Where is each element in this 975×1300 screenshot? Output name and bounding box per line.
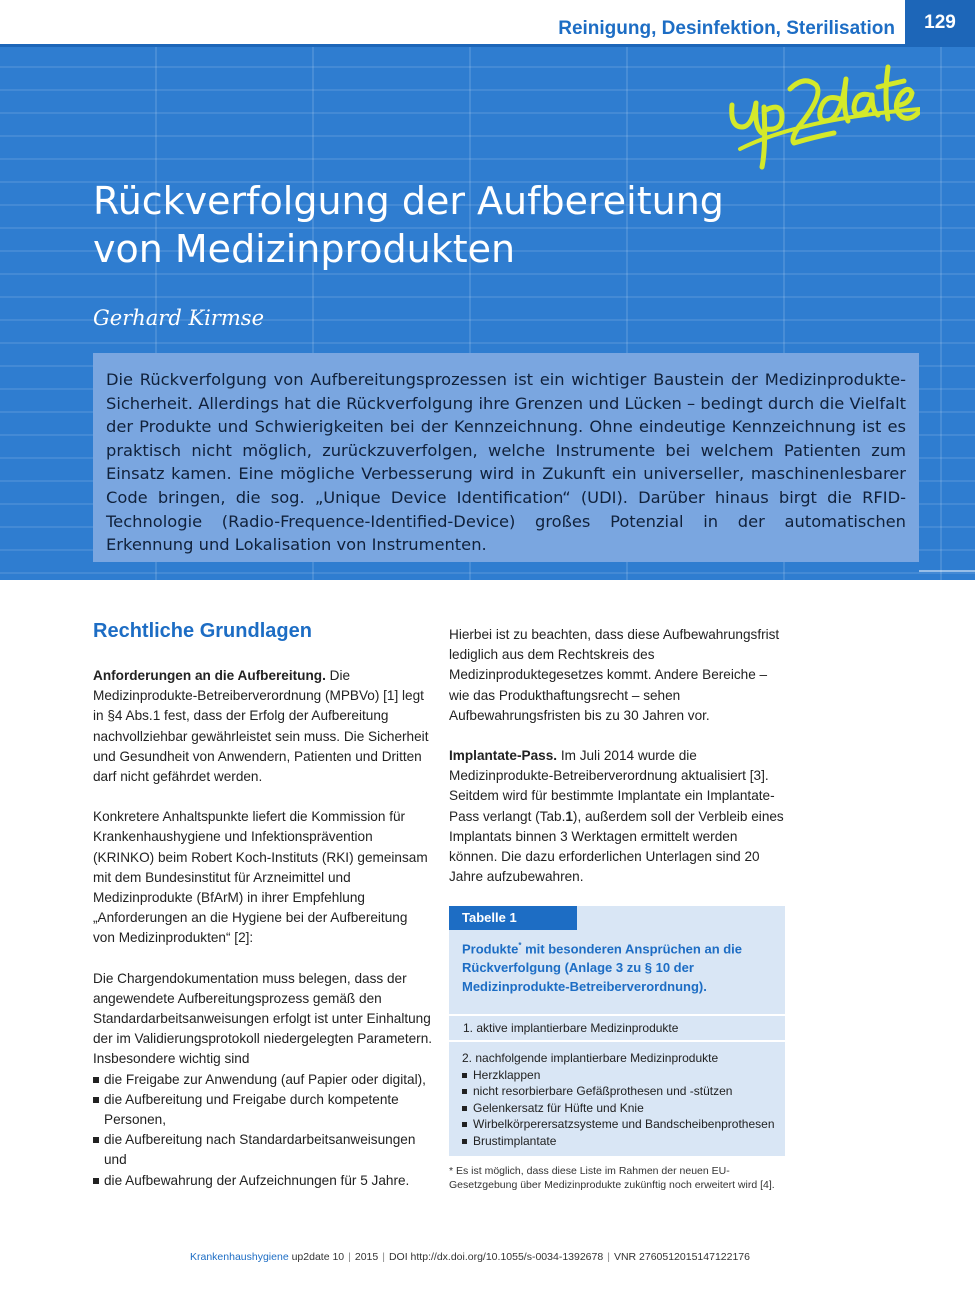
paragraph: Konkretere Anhaltspunkte liefert die Kommission für Krankenhaushygiene und Infektionsprävention (KRINKO) beim Robert Koch-Instituts (RKI) gemeinsam mit dem Bundesinstitut für Arzneimittel und Medizinprodukte (BfArM) in ihrer Empfehlung „Anforderungen an die Hygiene bei der Aufbereitung von Medizinprodukten“ [2]: [93,809,428,946]
author: Gerhard Kirmse [93,306,265,330]
caption-asterisk: * [518,941,522,950]
table-row-title: 2. nachfolgende implantierbare Medizinprodukte [462,1051,719,1065]
list-item: Brustimplantate [462,1133,782,1150]
footer-year: 2015 [354,1251,379,1263]
paragraph-text: Im Juli 2014 wurde die Medizinprodukte-Betreiberverordnung aktualisiert [3]. Seitdem wird für bestimmte Implantate ein Implantate-Pass verlangt (Tab. [449,748,775,824]
caption-text: mit besonderen Ansprüchen an die Rückverfolgung (Anlage 3 zu § 10 der Medizinprodukte-Betreiberverordnung). [462,941,743,995]
title-line-2: von Medizinprodukten [93,227,516,271]
footer-doi[interactable]: DOI http://dx.doi.org/10.1055/s-0034-1392678 [388,1251,604,1263]
paragraph [93,666,433,787]
table-label: Tabelle 1 [449,906,577,930]
list-item: die Freigabe zur Anwendung (auf Papier oder digital), [93,1070,433,1090]
table-row [462,1050,782,1150]
list-item: nicht resorbierbare Gefäßprothesen und -stützen [462,1083,782,1100]
table-footnote: * Es ist möglich, dass diese Liste im Rahmen der neuen EU-Gesetzgebung über Medizinprodukte zukünftig noch erweitert wird [4]. [449,1165,775,1191]
footer-separator: | [382,1251,385,1263]
paragraph: Die Chargendokumentation muss belegen, dass der angewendete Aufbereitungsprozess gemäß den Standardarbeitsanweisungen erfolgt ist unter Einhaltung der im Validierungsprotokoll niedergelegten Parametern. Insbesondere wichtig sind [93,970,433,1067]
paragraph-text: ), außerdem soll der Verbleib eines Implantats binnen 3 Werktagen ermittelt werden können. Die dazu erforderlichen Unterlagen sind 20 Jahre aufzubewahren. [449,808,784,885]
list-item: Wirbelkörperersatzsysteme und Bandscheibenprothesen [462,1116,782,1133]
table-caption [462,936,772,996]
section-title: Reinigung, Desinfektion, Sterilisation [558,18,895,39]
title-line-1: Rückverfolgung der Aufbereitung [93,179,724,223]
bullet-list [93,1070,433,1191]
list-item: die Aufbewahrung der Aufzeichnungen für 5 Jahre. [93,1171,433,1191]
paragraph-lead: Implantate-Pass. [449,748,558,764]
footer-issue: up2date 10 [288,1251,345,1263]
paragraph: Hierbei ist zu beachten, dass diese Aufbewahrungsfrist lediglich aus dem Rechtskreis des Medizinproduktegesetzes kommt. Andere Bereiche – wie das Produkthaftungsrecht – sehen Aufbewahrungsfristen bis zu 30 Jahren vor. [449,627,780,723]
list-item: die Aufbereitung und Freigabe durch kompetente Personen, [93,1090,433,1130]
abstract-text: Die Rückverfolgung von Aufbereitungsprozessen ist ein wichtiger Baustein der Medizinprodukte-Sicherheit. Allerdings hat die Rückverfolgung ihre Grenzen und Lücken – bedingt durch die Vielfalt der Produkte und Schwierigkeiten bei der Kennzeichnung. Ohne eindeutige Kennzeichnung ist es praktisch nicht möglich, zurückzuverfolgen, welche Instrumente bei welchem Patienten zum Einsatz kamen. Eine mögliche Verbesserung wird in Zukunft ein universeller, maschinenlesbarer Code bringen, die sog. „Unique Device Identification“ (UDI). Darüber hinaus birgt die RFID-Technologie (Radio-Frequence-Identified-Device) großes Potenzial in der automatischen Erkennung und Lokalisation von Instrumenten. [106,370,906,555]
footer-journal: Krankenhaushygiene [190,1251,289,1263]
section-heading: Rechtliche Grundlagen [93,620,312,642]
table-reference[interactable]: 1 [565,808,573,824]
footer-vnr: VNR 2760512015147122176 [613,1251,750,1263]
paragraph-text: Die Medizinprodukte-Betreiberverordnung (MPBVo) [1] legt in §4 Abs.1 fest, dass der Erfolg der Aufbereitung nachvollziehbar gewährleistet sein muss. Die Sicherheit und Gesundheit von Anwendern, Patienten und Dritten darf nicht gefährdet werden. [93,668,429,785]
list-item: die Aufbereitung nach Standardarbeitsanweisungen und [93,1130,433,1170]
up2date-logo [720,45,920,175]
article-title [93,177,853,273]
column-left [93,666,433,1191]
paragraph-lead: Anforderungen an die Aufbereitung. [93,668,326,683]
column-right [449,625,789,887]
list-item: Gelenkersatz für Hüfte und Knie [462,1100,782,1117]
page-footer [190,1251,750,1263]
footer-separator: | [607,1251,610,1263]
page-number: 129 [905,0,975,45]
abstract-box [93,353,919,562]
caption-text: Produkte [462,941,519,957]
footer-separator: | [348,1251,351,1263]
table-bullet-list [462,1067,782,1150]
table-row: 1. aktive implantierbare Medizinprodukte [449,1014,785,1042]
paragraph [449,746,789,887]
list-item: Herzklappen [462,1067,782,1084]
divider [919,570,975,572]
